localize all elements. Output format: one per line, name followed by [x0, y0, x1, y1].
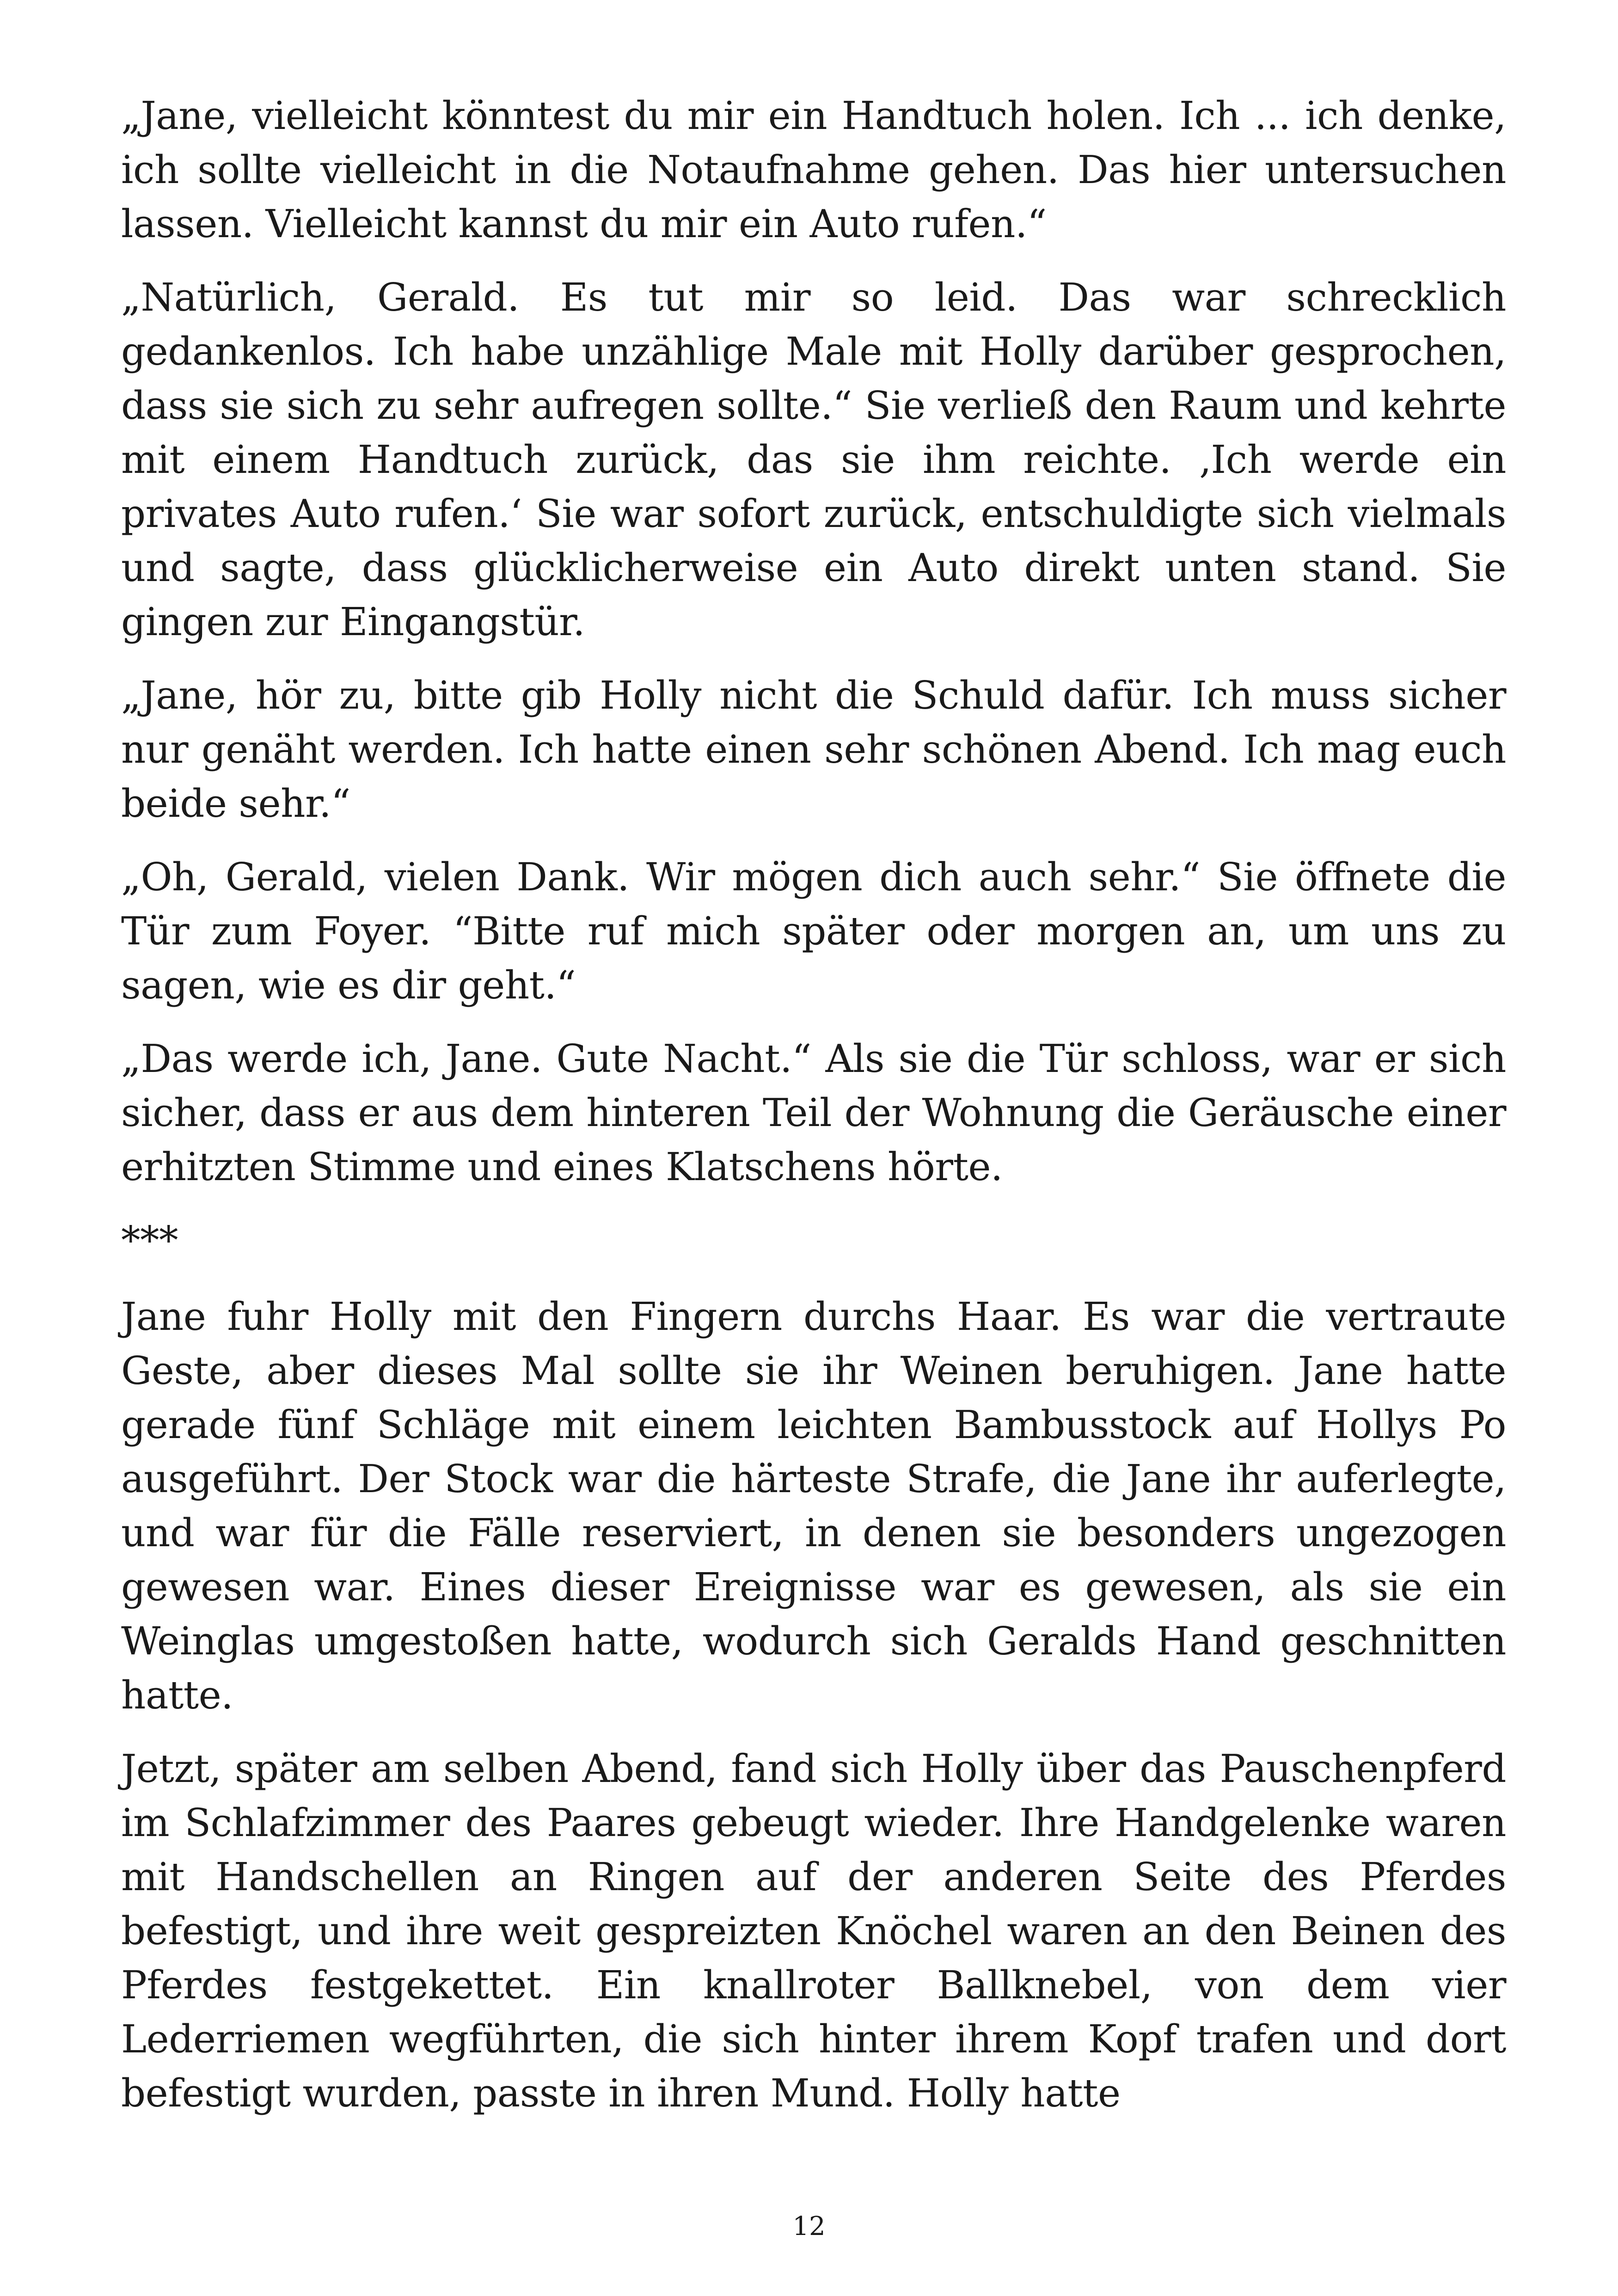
- document-body: [121, 89, 1506, 2140]
- paragraph: „Natürlich, Gerald. Es tut mir so leid. Das war schrecklich gedankenlos. Ich habe unzählige Male mit Holly darüber gesprochen, dass sie sich zu sehr aufregen sollte.“ Sie verließ den Raum und kehrte mit einem Handtuch zurück, das sie ihm reichte. ‚Ich werde ein privates Auto rufen.‘ Sie war sofort zurück, entschuldigte sich vielmals und sagte, dass glücklicherweise ein Auto direkt unten stand. Sie gingen zur Eingangstür.: [121, 275, 1506, 644]
- paragraph: Jetzt, später am selben Abend, fand sich Holly über das Pauschenpferd im Schlafzimmer des Paares gebeugt wieder. Ihre Handgelenke waren mit Handschellen an Ringen auf der anderen Seite des Pferdes befestigt, und ihre weit gespreizten Knöchel waren an den Beinen des Pferdes festgekettet. Ein knallroter Ballknebel, von dem vier Lederriemen wegführten, die sich hinter ihrem Kopf trafen und dort befestigt wurden, passte in ihren Mund. Holly hatte: [121, 1746, 1506, 2116]
- page-number: 12: [792, 2211, 826, 2241]
- paragraph: „Jane, hör zu, bitte gib Holly nicht die Schuld dafür. Ich muss sicher nur genäht werden. Ich hatte einen sehr schönen Abend. Ich mag euch beide sehr.“: [121, 673, 1506, 826]
- scene-separator: ***: [121, 1218, 178, 1263]
- paragraph: „Oh, Gerald, vielen Dank. Wir mögen dich auch sehr.“ Sie öffnete die Tür zum Foyer. “Bitte ruf mich später oder morgen an, um uns zu sagen, wie es dir geht.“: [121, 855, 1506, 1008]
- paragraph: Jane fuhr Holly mit den Fingern durchs Haar. Es war die vertraute Geste, aber dieses Mal sollte sie ihr Weinen beruhigen. Jane hatte gerade fünf Schläge mit einem leichten Bambusstock auf Hollys Po ausgeführt. Der Stock war die härteste Strafe, die Jane ihr auferlegte, und war für die Fälle reserviert, in denen sie besonders ungezogen gewesen war. Eines dieser Ereignisse war es gewesen, als sie ein Weinglas umgestoßen hatte, wodurch sich Geralds Hand geschnitten hatte.: [121, 1294, 1506, 1718]
- paragraph: „Jane, vielleicht könntest du mir ein Handtuch holen. Ich ... ich denke, ich sollte vielleicht in die Notaufnahme gehen. Das hier untersuchen lassen. Vielleicht kannst du mir ein Auto rufen.“: [121, 93, 1506, 246]
- paragraph: „Das werde ich, Jane. Gute Nacht.“ Als sie die Tür schloss, war er sich sicher, dass er aus dem hinteren Teil der Wohnung die Geräusche einer erhitzten Stimme und eines Klatschens hörte.: [121, 1036, 1506, 1189]
